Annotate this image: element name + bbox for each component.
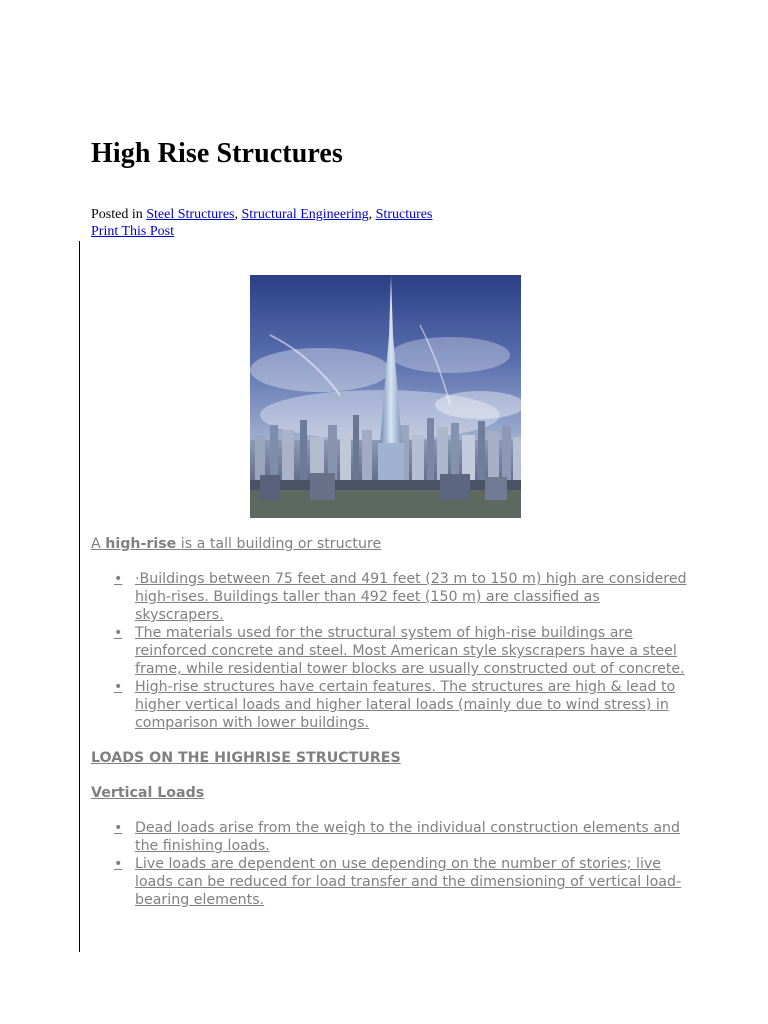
bullet: • bbox=[114, 679, 123, 695]
bullet: • bbox=[114, 820, 123, 836]
posted-in-label: Posted in bbox=[91, 207, 143, 222]
list-item: • ·Buildings between 75 feet and 491 feet (23 m to 150 m) high are considered high-rises. Buildings taller than 492 feet (150 m) are classified as skyscrapers. bbox=[114, 571, 687, 623]
bullet: • bbox=[114, 856, 123, 872]
list-item: • High-rise structures have certain features. The structures are high & lead to higher vertical loads and higher lateral loads (mainly due to wind stress) in comparison with lower buildings. bbox=[114, 679, 676, 731]
bullet: • bbox=[114, 571, 123, 587]
list-item: • The materials used for the structural system of high-rise buildings are reinforced concrete and steel. Most American style skyscrapers have a steel frame, while residential tower blocks are usually constructed out of concrete. bbox=[114, 625, 685, 677]
print-post-link[interactable]: Print This Post bbox=[91, 224, 174, 239]
category-link-structures[interactable]: Structures bbox=[375, 207, 433, 222]
intro-term: high-rise bbox=[105, 536, 177, 552]
vertical-loads-heading: Vertical Loads bbox=[91, 785, 205, 801]
loads-heading: LOADS ON THE HIGHRISE STRUCTURES bbox=[91, 750, 401, 766]
bullet: • bbox=[114, 625, 123, 641]
list-item: • Live loads are dependent on use depending on the number of stories; live loads can be reduced for load transfer and the dimensioning of vertical load-bearing elements. bbox=[114, 856, 682, 908]
category-separator: , bbox=[234, 207, 238, 222]
category-link-steel-structures[interactable]: Steel Structures bbox=[146, 207, 235, 222]
intro-paragraph: A high-rise is a tall building or structure bbox=[91, 536, 382, 552]
post-title: High Rise Structures bbox=[91, 138, 343, 169]
vertical-loads-list bbox=[91, 819, 691, 909]
left-border-line bbox=[79, 241, 80, 952]
intro-list bbox=[91, 570, 691, 732]
category-link-structural-engineering[interactable]: Structural Engineering bbox=[241, 207, 369, 222]
post-meta bbox=[91, 206, 432, 240]
list-item: • Dead loads arise from the weigh to the individual construction elements and the finishing loads. bbox=[114, 820, 681, 854]
categories-line bbox=[91, 206, 432, 223]
skyline-photo bbox=[250, 275, 521, 518]
article-body bbox=[91, 535, 691, 926]
category-separator: , bbox=[368, 207, 373, 222]
